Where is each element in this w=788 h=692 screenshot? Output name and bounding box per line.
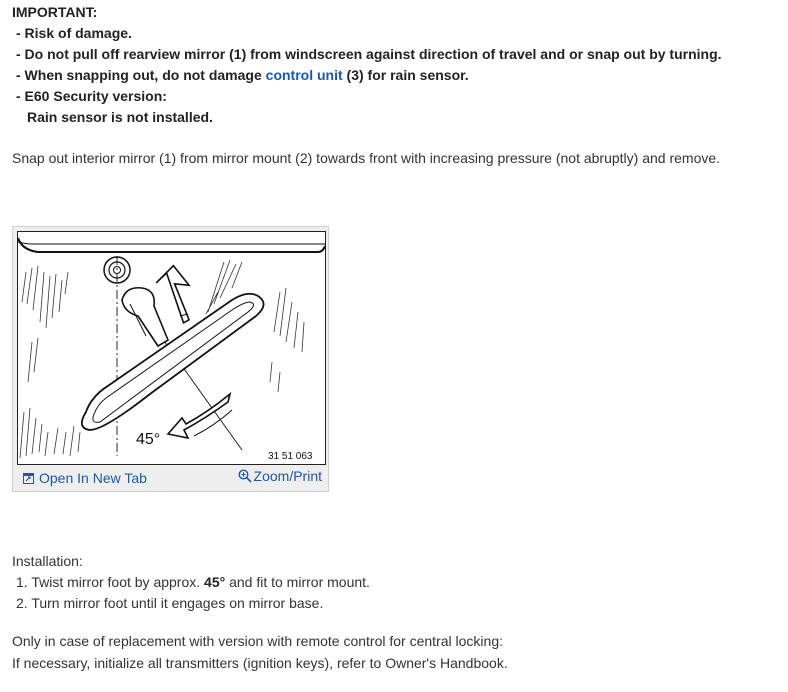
windscreen-edge bbox=[18, 238, 325, 252]
mirror-foot bbox=[122, 288, 168, 346]
important-item-pull-off: - Do not pull off rearview mirror (1) from windscreen against direction of travel and or snap out by turning. bbox=[16, 46, 722, 62]
snapping-suffix: (3) for rain sensor. bbox=[342, 67, 469, 83]
important-item-damage: - Risk of damage. bbox=[16, 25, 132, 41]
mirror-illustration bbox=[18, 232, 325, 464]
angle-label: 45° bbox=[136, 431, 161, 448]
windscreen-trim bbox=[18, 242, 325, 244]
replacement-note bbox=[12, 630, 508, 674]
open-in-new-tab-link[interactable] bbox=[23, 470, 147, 486]
open-in-new-tab-label: Open In New Tab bbox=[39, 470, 147, 486]
step1-prefix: 1. Twist mirror foot by approx. bbox=[16, 574, 205, 590]
step1-suffix: and fit to mirror mount. bbox=[225, 574, 370, 590]
important-item-snapping bbox=[12, 65, 722, 86]
figure-number: 31 51 063 bbox=[268, 451, 313, 462]
important-item-e60-note: Rain sensor is not installed. bbox=[27, 109, 213, 125]
important-item-e60: - E60 Security version: bbox=[16, 88, 167, 104]
mirror-diagram bbox=[17, 231, 326, 465]
open-new-tab-icon bbox=[23, 473, 34, 484]
installation-section bbox=[12, 551, 370, 614]
replacement-line-2: If necessary, initialize all transmitters (ignition keys), refer to Owner's Handbook. bbox=[12, 655, 508, 671]
rotate-arrow bbox=[168, 394, 230, 438]
figure-footer bbox=[13, 467, 328, 491]
snapping-prefix: - When snapping out, do not damage bbox=[16, 67, 266, 83]
lift-arrow bbox=[154, 264, 196, 327]
zoom-print-label: Zoom/Print bbox=[253, 468, 322, 484]
mirror-body bbox=[82, 294, 264, 430]
zoom-print-link[interactable] bbox=[238, 468, 322, 484]
replacement-line-1: Only in case of replacement with version with remote control for central locking: bbox=[12, 633, 503, 649]
hatching-left bbox=[20, 266, 80, 458]
installation-step-2: 2. Turn mirror foot until it engages on mirror base. bbox=[16, 595, 324, 611]
magnifier-zoom-icon bbox=[238, 469, 252, 483]
figure-container bbox=[12, 226, 329, 492]
snap-instruction: Snap out interior mirror (1) from mirror mount (2) towards front with increasing pressure (not abruptly) and remove. bbox=[12, 150, 721, 166]
important-heading: IMPORTANT: bbox=[12, 4, 98, 20]
control-unit-link[interactable]: control unit bbox=[265, 67, 343, 83]
step1-angle: 45° bbox=[204, 574, 226, 590]
installation-step-1 bbox=[12, 572, 370, 593]
important-notice bbox=[12, 2, 722, 128]
installation-heading: Installation: bbox=[12, 553, 83, 569]
